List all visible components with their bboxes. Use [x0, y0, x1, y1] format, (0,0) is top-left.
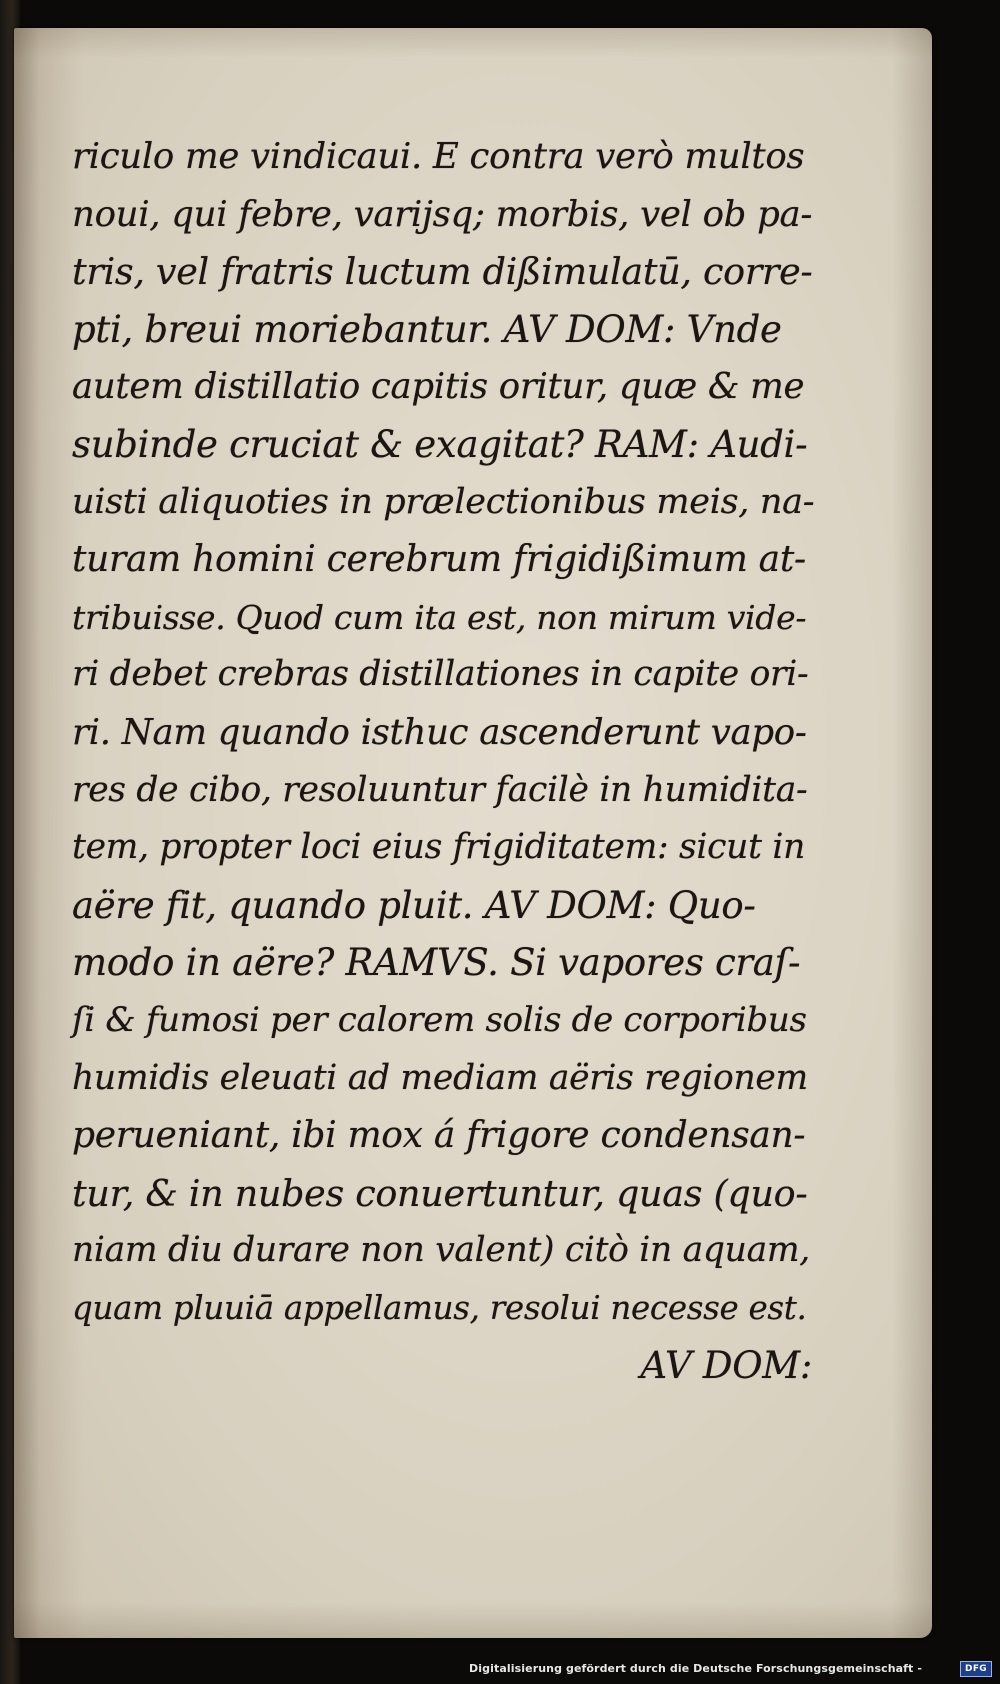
text-line: pti, breui moriebantur. AV DOM: Vnde — [72, 307, 782, 351]
text-line: res de cibo, resoluuntur facilè in humidita- — [72, 769, 808, 810]
text-line: tur, & in nubes conuertuntur, quas (quo- — [72, 1171, 808, 1215]
text-line: riculo me vindicaui. E contra verò multos — [72, 136, 805, 177]
text-line: autem distillatio capitis oritur, quæ & me — [72, 366, 805, 408]
text-line: perueniant, ibi mox á frigore condensan- — [72, 1115, 806, 1157]
text-line: ri. Nam quando isthuc ascenderunt vapo- — [72, 711, 807, 753]
dfg-logo-icon: DFG — [960, 1661, 992, 1677]
book-page — [14, 28, 932, 1638]
text-line: tem, propter loci eius frigiditatem: sicut in — [72, 827, 805, 868]
text-line: noui, qui febre, varijsq; morbis, vel ob pa- — [72, 193, 813, 235]
text-line: ri debet crebras distillationes in capite ori- — [72, 654, 809, 695]
text-line: turam homini cerebrum frigidißimum at- — [72, 539, 806, 581]
text-line: ſi & fumosi per calorem solis de corporibus — [72, 999, 807, 1040]
text-line: tris, vel fratris luctum dißimulatū, corre- — [72, 250, 813, 294]
page-text — [72, 128, 814, 1395]
catchword: AV DOM: — [640, 1344, 812, 1388]
text-line: quam pluuiā appellamus, resolui necesse est. — [72, 1288, 807, 1327]
text-line: humidis eleuati ad mediam aëris regionem — [72, 1057, 808, 1098]
text-line: aëre fit, quando pluit. AV DOM: Quo- — [72, 883, 756, 927]
text-line: tribuisse. Quod cum ita est, non mirum vide- — [72, 597, 807, 637]
text-line: niam diu durare non valent) citò in aquam, — [72, 1230, 810, 1271]
text-line: uisti aliquoties in prælectionibus meis, na- — [72, 481, 815, 522]
text-line: subinde cruciat & exagitat? RAM: Audi- — [72, 422, 808, 466]
digitization-credit: Digitalisierung gefördert durch die Deutsche Forschungsgemeinschaft - — [469, 1662, 922, 1675]
text-line: modo in aëre? RAMVS. Si vapores craſ- — [72, 941, 801, 985]
